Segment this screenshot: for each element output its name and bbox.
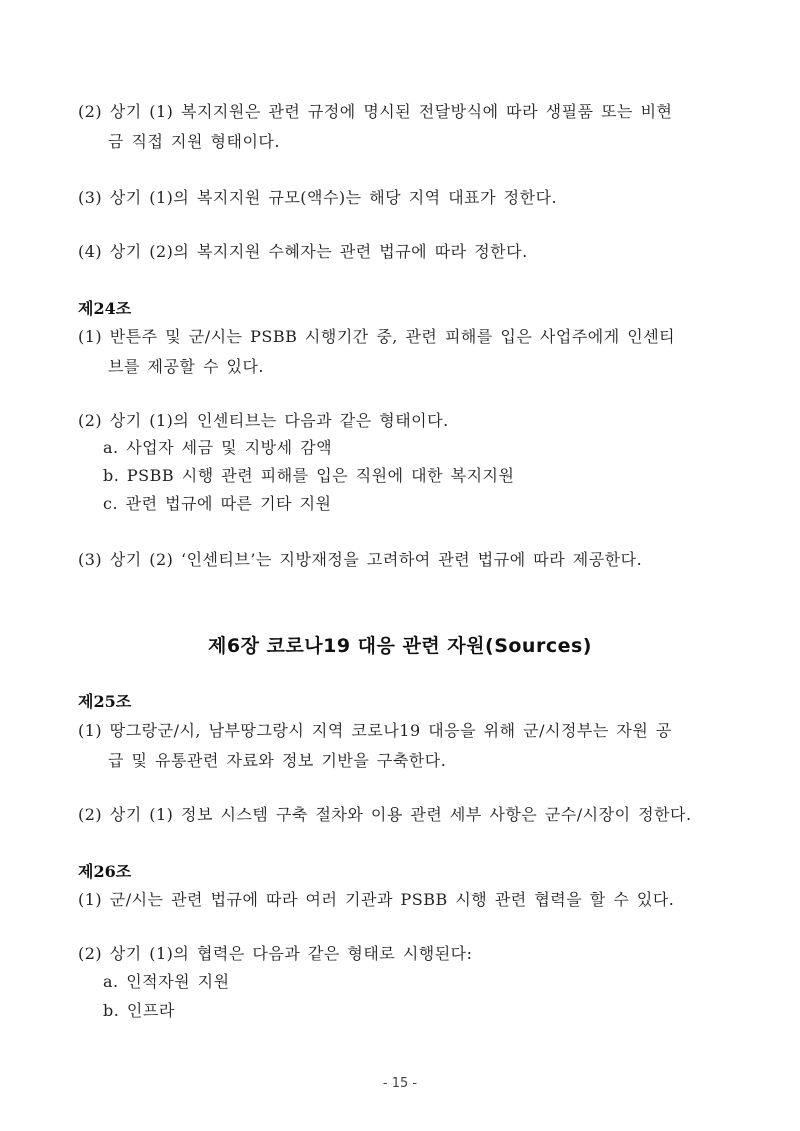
article-24-heading: 제24조 bbox=[78, 299, 132, 318]
list-item: b. 인프라 bbox=[103, 1001, 175, 1020]
art26-paragraph-1: (1) 군/시는 관련 법규에 따라 여러 기관과 PSBB 시행 관련 협력을 할 수 있다. bbox=[78, 890, 675, 909]
article-26-heading: 제26조 bbox=[78, 862, 132, 881]
list-item: c. 관련 법규에 따른 기타 지원 bbox=[103, 494, 332, 513]
chapter-6-heading: 제6장 코로나19 대응 관련 자원(Sources) bbox=[208, 635, 592, 657]
art25-paragraph-1-line-1: (1) 땅그랑군/시, 남부땅그랑시 지역 코로나19 대응을 위해 군/시정부는 자원 공 bbox=[78, 721, 672, 740]
art25-paragraph-2: (2) 상기 (1) 정보 시스템 구축 절차와 이용 관련 세부 사항은 군수/시장이 정한다. bbox=[78, 805, 692, 824]
list-item: a. 사업자 세금 및 지방세 감액 bbox=[103, 438, 333, 457]
article-25-heading: 제25조 bbox=[78, 692, 132, 711]
art24-paragraph-3: (3) 상기 (2) ‘인센티브’는 지방재정을 고려하여 관련 법규에 따라 제공한다. bbox=[78, 550, 643, 569]
art25-paragraph-1-line-2: 급 및 유통관련 자료와 정보 기반을 구축한다. bbox=[108, 751, 447, 770]
art23-paragraph-3: (3) 상기 (1)의 복지지원 규모(액수)는 해당 지역 대표가 정한다. bbox=[78, 188, 558, 207]
art23-paragraph-2-line-1: (2) 상기 (1) 복지지원은 관련 규정에 명시된 전달방식에 따라 생필품 또는 비현 bbox=[78, 102, 673, 121]
page-number: - 15 - bbox=[382, 1076, 418, 1091]
list-item: b. PSBB 시행 관련 피해를 입은 직원에 대한 복지지원 bbox=[103, 466, 515, 485]
art26-paragraph-2: (2) 상기 (1)의 협력은 다음과 같은 형태로 시행된다: bbox=[78, 944, 473, 963]
art24-paragraph-1-line-1: (1) 반튼주 및 군/시는 PSBB 시행기간 중, 관련 피해를 입은 사업주에게 인센티 bbox=[78, 327, 676, 346]
art23-paragraph-4: (4) 상기 (2)의 복지지원 수혜자는 관련 법규에 따라 정한다. bbox=[78, 242, 528, 261]
art24-paragraph-2: (2) 상기 (1)의 인센티브는 다음과 같은 형태이다. bbox=[78, 411, 449, 430]
art24-paragraph-1-line-2: 브를 제공할 수 있다. bbox=[108, 357, 264, 376]
list-item: a. 인적자원 지원 bbox=[103, 972, 230, 991]
art23-paragraph-2-line-2: 금 직접 지원 형태이다. bbox=[108, 132, 280, 151]
